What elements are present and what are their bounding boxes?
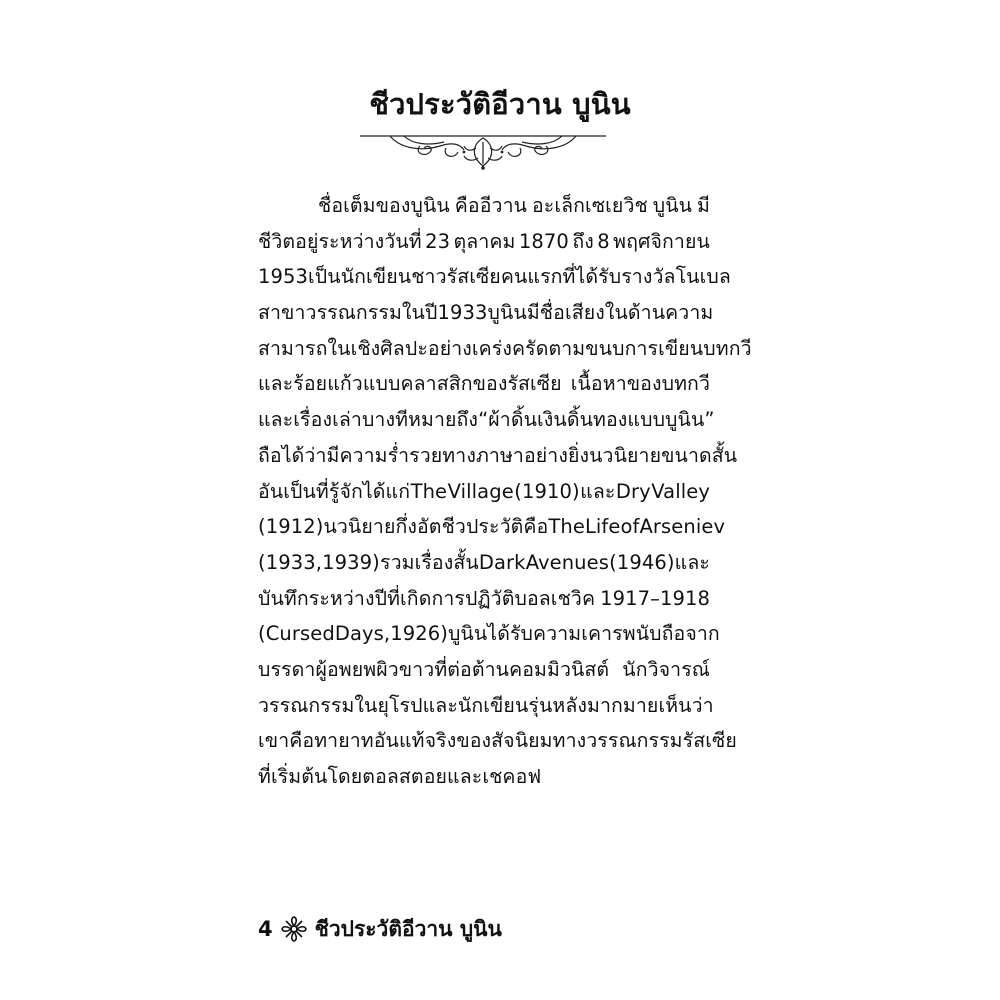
body-word: 1953 (258, 265, 309, 289)
body-word: ชีวิตอยู่ระหว่างวันที่ (258, 229, 422, 253)
body-word: The (410, 479, 448, 503)
body-word: Days, (334, 622, 391, 646)
body-word: เนื้อหาของบทกวี (570, 372, 710, 396)
body-word: มี (697, 194, 710, 217)
body-word: บูนินได้รับความเคารพนับถือจาก (447, 622, 720, 646)
body-word: สาขาวรรณกรรมในปี (258, 301, 438, 325)
body-line (258, 295, 714, 331)
decorative-flourish-icon (360, 130, 606, 170)
body-line (258, 616, 720, 652)
body-line (258, 509, 726, 545)
body-word: อันเป็นที่รู้จักได้แก่ (258, 479, 411, 503)
body-line (258, 259, 731, 295)
body-word: นวนิยายกึ่งอัตชีวประวัติคือ (323, 515, 549, 539)
body-word: และร้อยแก้วแบบคลาสสิกของรัสเซีย (258, 372, 562, 396)
body-word: of (620, 515, 640, 539)
body-word: “ผ้าดิ้นเงินดิ้นทองแบบบูนิน” (478, 408, 715, 432)
body-word: 23 (425, 229, 451, 253)
body-line (258, 474, 710, 510)
body-word: Life (584, 515, 621, 539)
body-word: นักวิจารณ์ (622, 657, 710, 681)
body-line (258, 652, 710, 688)
body-word: ถือได้ว่ามีความร่ำรวยทางภาษาอย่างยิ่ง (258, 443, 590, 467)
body-word: และ (580, 479, 616, 503)
body-line (258, 224, 710, 260)
body-word: ถึง (572, 229, 594, 253)
body-word: คืออีวาน (454, 194, 528, 217)
body-word: บันทึกระหว่างปีที่เกิดการปฏิวัติบอลเชวิค (258, 586, 596, 610)
body-word: 1870 (518, 229, 569, 253)
flower-ornament-icon (281, 916, 307, 942)
body-word: Valley (651, 479, 710, 503)
body-word: (Cursed (258, 622, 335, 646)
body-line (258, 688, 714, 724)
running-title: ชีวประวัติอีวาน บูนิน (314, 916, 502, 941)
body-word: นวนิยายขนาดสั้น (589, 443, 738, 467)
body-word: และ (674, 550, 710, 574)
body-word: Avenues (525, 550, 609, 574)
body-word: บูนินมีชื่อเสียงในด้านความ (487, 301, 714, 325)
body-word: (1910) (514, 479, 580, 503)
body-line (258, 366, 710, 402)
body-line (258, 581, 710, 617)
page-title: ชีวประวัติอีวาน บูนิน (369, 87, 631, 121)
body-word: อะเล็กเซเยวิช (531, 194, 648, 217)
body-word: เป็นนักเขียนชาวรัสเซียคนแรกที่ได้รับรางวัลโนเบล (308, 265, 731, 289)
body-word: ตุลาคม (453, 229, 516, 253)
body-word: (1946) (609, 550, 675, 574)
body-word: 8 (597, 229, 610, 253)
body-line (258, 188, 710, 224)
body-word: บางทีหมายถึง (361, 408, 479, 432)
body-word: และเรื่องเล่า (258, 408, 362, 432)
body-line (258, 438, 738, 474)
body-word: เขาคือทายาทอันแท้จริงของสัจนิยมทางวรรณกรรมรัสเซีย (258, 729, 737, 753)
body-word: 1933 (437, 301, 488, 325)
body-word: วรรณกรรมในยุโรป (258, 693, 423, 717)
body-word: พฤศจิกายน (613, 229, 710, 253)
body-word: สามารถในเชิงศิลปะอย่างเคร่งครัดตามขนบการเขียนบทกวี (258, 336, 752, 360)
body-word: ที่เริ่มต้นโดยตอลสตอยและเชคอฟ (258, 765, 542, 788)
body-word: Dry (615, 479, 651, 503)
body-word: และนักเขียนรุ่นหลังมากมายเห็นว่า (422, 693, 714, 717)
body-word: บูนิน (652, 194, 693, 217)
body-line (258, 331, 752, 367)
body-word: บรรดาผู้อพยพผิวขาวที่ต่อต้านคอมมิวนิสต์ (258, 657, 610, 681)
body-word: The (548, 515, 585, 539)
body-text (258, 188, 752, 795)
page-footer (258, 914, 502, 944)
body-line (258, 545, 710, 581)
body-word: (1912) (258, 515, 324, 539)
body-line (258, 723, 737, 759)
body-word: Dark (478, 550, 526, 574)
body-word: 1926) (390, 622, 448, 646)
body-word: รวมเรื่องสั้น (380, 550, 479, 574)
body-line (258, 402, 715, 438)
body-word: 1917–1918 (600, 586, 710, 610)
page-number: 4 (258, 917, 273, 941)
body-word: ชื่อเต็มของบูนิน (318, 194, 450, 217)
body-line (258, 759, 710, 795)
body-word: 1939) (322, 550, 380, 574)
body-word: Village (447, 479, 514, 503)
body-word: Arseniev (639, 515, 726, 539)
body-word: (1933, (258, 550, 323, 574)
